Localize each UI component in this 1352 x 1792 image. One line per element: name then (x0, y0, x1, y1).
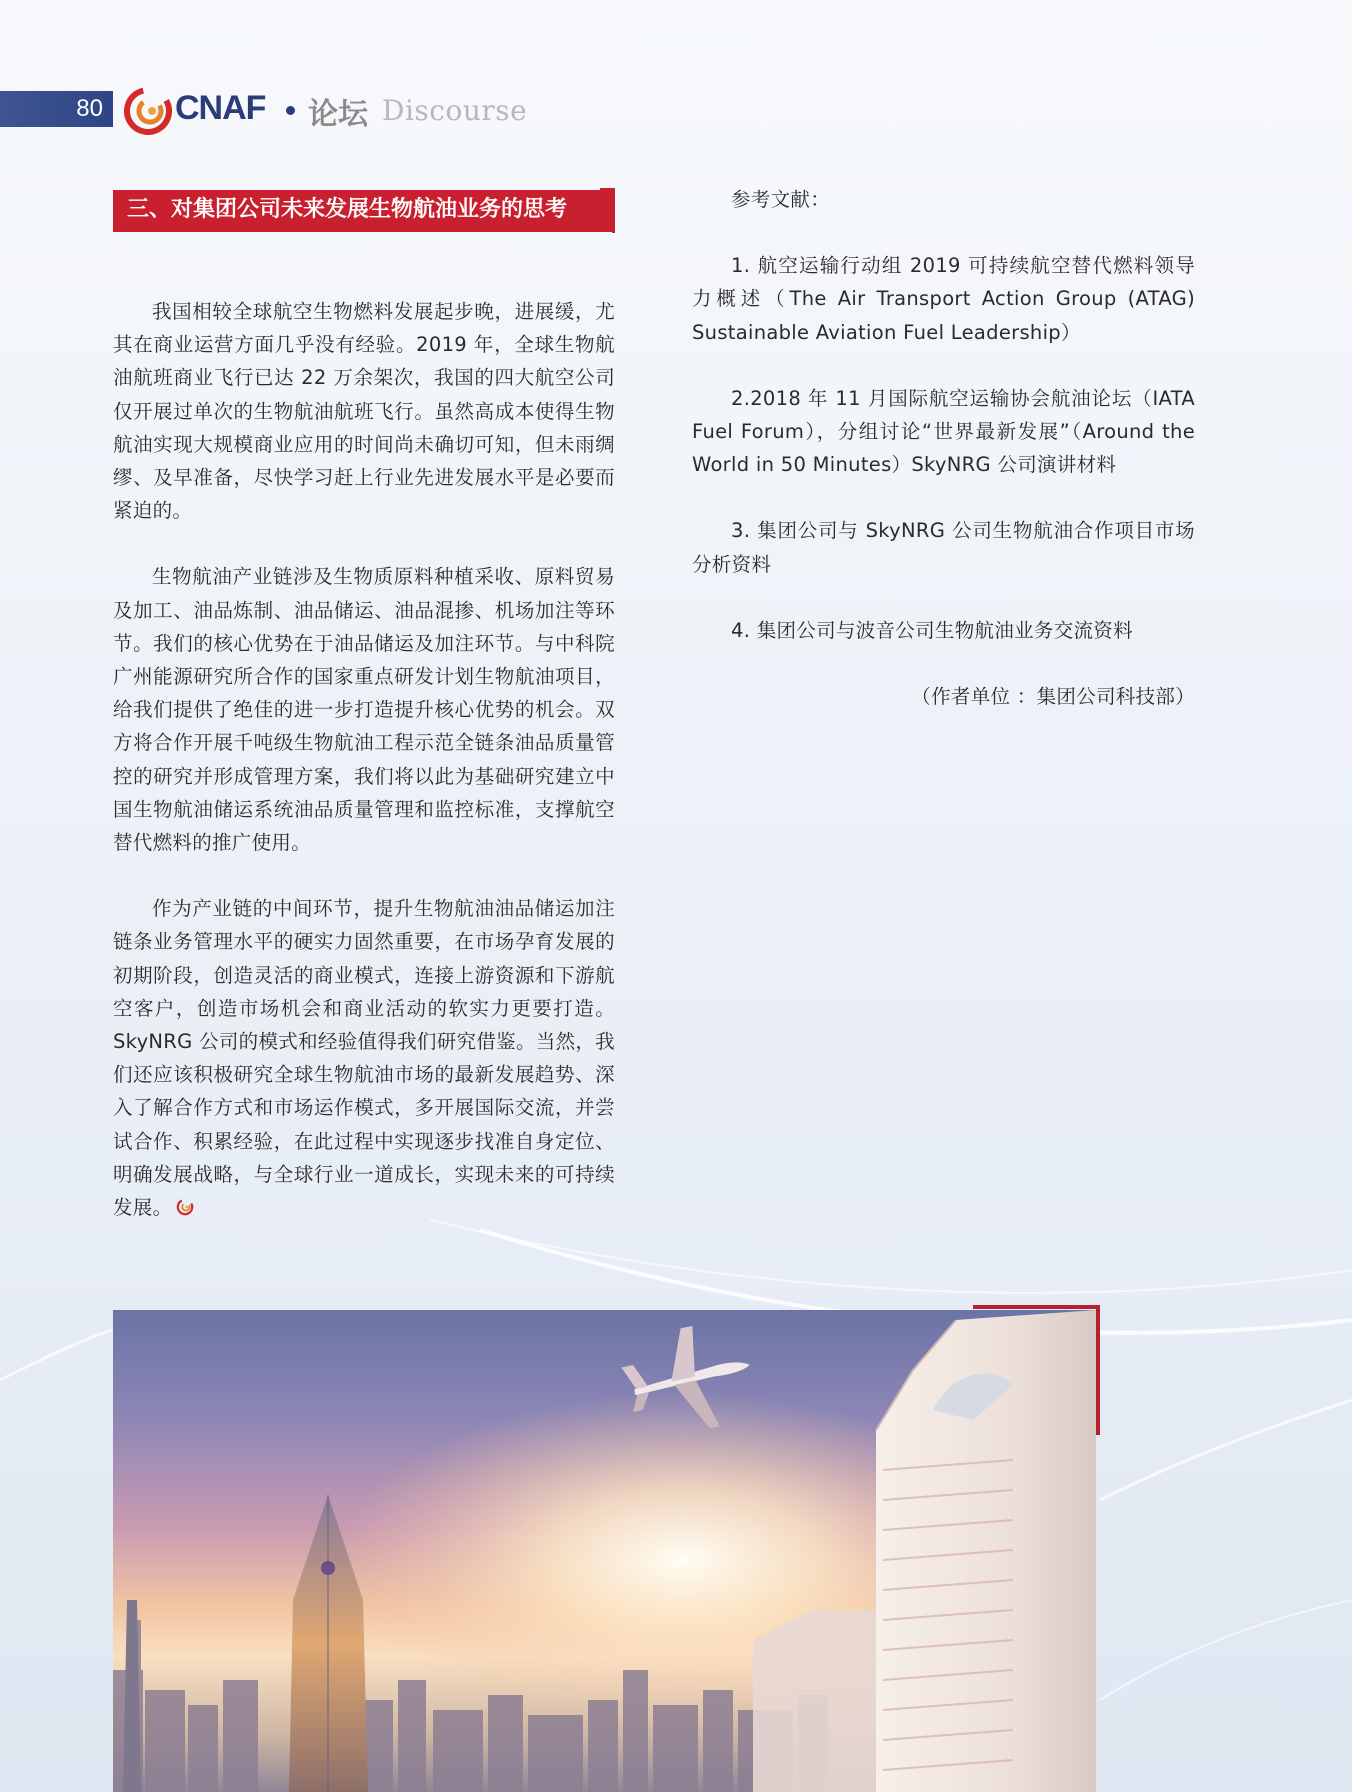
section-title-en: Discourse (382, 94, 528, 127)
body-paragraph: 我国相较全球航空生物燃料发展起步晚，进展缓，尤其在商业运营方面几乎没有经验。2019 年，全球生物航油航班商业飞行已达 22 万余架次，我国的四大航空公司仅开展过单次的生物航油航班飞行。虽然高成本使得生物航油实现大规模商业应用的时间尚未确切可知，但未雨绸缪、及早准备，尽快学习赶上行业先进发展水平是必要而紧迫的。 (113, 300, 615, 523)
references-column (692, 183, 1195, 746)
section-heading: 三、对集团公司未来发展生物航油业务的思考 (113, 190, 615, 232)
body-column-left (113, 295, 615, 1224)
reference-item: 1. 航空运输行动组 2019 可持续航空替代燃料领导力概述（The Air Transport Action Group (ATAG) Sustainable Aviation Fuel Leadership） (692, 254, 1195, 344)
page-number-bar (0, 91, 113, 127)
page-header (0, 89, 528, 132)
skyline-illustration (113, 1310, 1096, 1792)
city-skyline-airplane-photo (113, 1310, 1096, 1792)
article-end-logo-icon (176, 1198, 194, 1216)
references-title: 参考文献： (731, 188, 831, 211)
body-paragraph: 生物航油产业链涉及生物质原料种植采收、原料贸易及加工、油品炼制、油品储运、油品混掺、机场加注等环节。我们的核心优势在于油品储运及加注环节。与中科院广州能源研究所合作的国家重点研发计划生物航油项目，给我们提供了绝佳的进一步打造提升核心优势的机会。双方将合作开展千吨级生物航油工程示范全链条油品质量管控的研究并形成管理方案，我们将以此为基础研究建立中国生物航油储运系统油品质量管理和监控标准，支撑航空替代燃料的推广使用。 (113, 565, 615, 855)
page-number: 80 (76, 95, 103, 122)
author-affiliation: （作者单位 ：集团公司科技部） (911, 685, 1195, 709)
body-paragraph (113, 892, 615, 1224)
reference-item: 3. 集团公司与 SkyNRG 公司生物航油合作项目市场分析资料 (692, 519, 1195, 576)
heading-side-accent (612, 188, 615, 233)
section-title-cn: 论坛 (308, 97, 368, 132)
photo-frame-accent-right (1096, 1305, 1100, 1435)
header-bullet (286, 106, 295, 115)
reference-item: 2.2018 年 11 月国际航空运输协会航油论坛（IATA Fuel Forum），分组讨论“世界最新发展”（Around the World in 50 Minutes）SkyNRG 公司演讲材料 (692, 386, 1195, 477)
photo-frame-accent-top (973, 1305, 1100, 1309)
cnaf-logo-icon (124, 87, 172, 135)
body-paragraph-text: 作为产业链的中间环节，提升生物航油油品储运加注链条业务管理水平的硬实力固然重要，在市场孕育发展的初期阶段，创造灵活的商业模式，连接上游资源和下游航空客户，创造市场机会和商业活动的软实力更要打造。SkyNRG 公司的模式和经验值得我们研究借鉴。当然，我们还应该积极研究全球生物航油市场的最新发展趋势、深入了解合作方式和市场运作模式，多开展国际交流，并尝试合作、积累经验，在此过程中实现逐步找准自身定位、明确发展战略，与全球行业一道成长，实现未来的可持续发展。 (113, 897, 615, 1220)
reference-item: 4. 集团公司与波音公司生物航油业务交流资料 (731, 618, 1133, 642)
brand-name: CNAF (175, 89, 266, 127)
